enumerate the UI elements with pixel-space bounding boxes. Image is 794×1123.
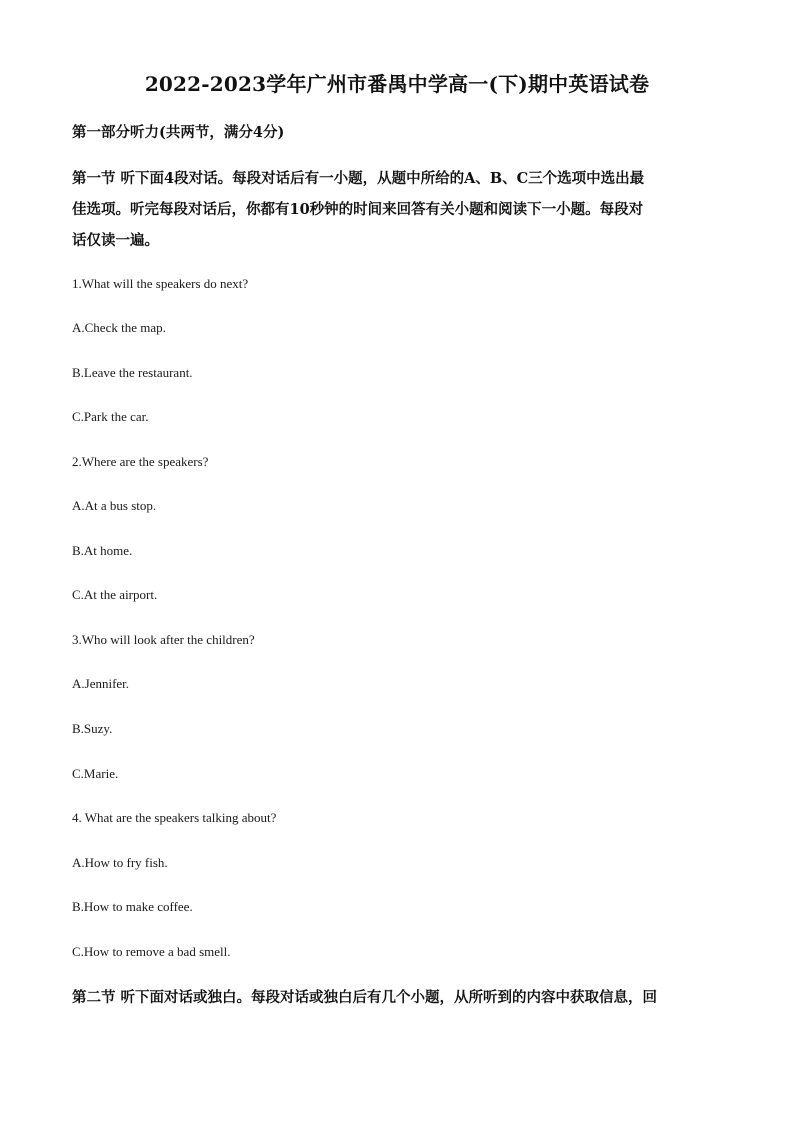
section1-instructions bbox=[72, 163, 720, 256]
question-3-option-a: A.Jennifer. bbox=[72, 676, 130, 691]
question-1: 1.What will the speakers do next? bbox=[72, 276, 249, 291]
question-4-option-a: A.How to fry fish. bbox=[72, 855, 168, 870]
question-4: 4. What are the speakers talking about? bbox=[72, 810, 277, 825]
page-title: 2022-2023学年广州市番禺中学高一(下)期中英语试卷 bbox=[144, 72, 650, 96]
question-3-option-b: B.Suzy. bbox=[72, 721, 113, 736]
section1-line: 佳选项。听完每段对话后，你都有10秒钟的时间来回答有关小题和阅读下一小题。每段对 bbox=[72, 201, 644, 218]
question-4-option-c: C.How to remove a bad smell. bbox=[72, 944, 231, 959]
section1-line: 话仅读一遍。 bbox=[72, 232, 159, 249]
question-2-option-a: A.At a bus stop. bbox=[72, 498, 157, 513]
question-1-option-b: B.Leave the restaurant. bbox=[72, 365, 193, 380]
question-1-option-c: C.Park the car. bbox=[72, 409, 149, 424]
part1-heading: 第一部分听力(共两节，满分4分) bbox=[72, 124, 285, 141]
question-4-option-b: B.How to make coffee. bbox=[72, 899, 193, 914]
section1-line: 第一节 听下面4段对话。每段对话后有一小题，从题中所给的A、B、C三个选项中选出最 bbox=[72, 170, 645, 187]
question-2-option-b: B.At home. bbox=[72, 543, 133, 558]
question-2: 2.Where are the speakers? bbox=[72, 454, 209, 469]
question-1-option-a: A.Check the map. bbox=[72, 320, 166, 335]
question-3: 3.Who will look after the children? bbox=[72, 632, 255, 647]
question-3-option-c: C.Marie. bbox=[72, 766, 119, 781]
question-2-option-c: C.At the airport. bbox=[72, 587, 158, 602]
section2-instructions: 第二节 听下面对话或独白。每段对话或独白后有几个小题，从所听到的内容中获取信息，回 bbox=[72, 989, 658, 1006]
